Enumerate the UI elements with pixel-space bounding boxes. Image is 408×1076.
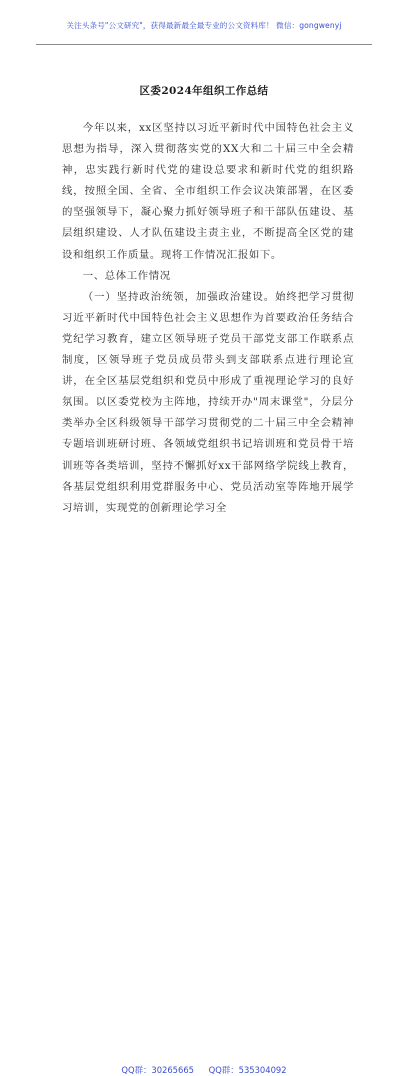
document-body xyxy=(62,118,354,519)
qq-number-1: 30265665 xyxy=(151,1065,194,1075)
intro-paragraph: 今年以来，xx区坚持以习近平新时代中国特色社会主义思想为指导，深入贯彻落实党的XX大和二十届三中全会精神，忠实践行新时代党的建设总要求和新时代党的组织路线，按照全国、全省、全市组织工作会议决策部署，在区委的坚强领导下，凝心聚力抓好领导班子和干部队伍建设、基层组织建设、人才队伍建设主责主业，不断提高全区党的建设和组织工作质量。现将工作情况汇报如下。 xyxy=(62,122,354,261)
subsection-paragraph: （一）坚持政治统领，加强政治建设。始终把学习贯彻习近平新时代中国特色社会主义思想作为首要政治任务结合党纪学习教育，建立区领导班子党员干部党支部工作联系点制度，区领导班子党员成员带头到支部联系点进行理论宣讲，在全区基层党组织和党员中形成了重视理论学习的良好氛围。以区委党校为主阵地，持续开办"周末课堂"，分层分类举办全区科级领导干部学习贯彻党的二十届三中全会精神专题培训班研讨班、各领域党组织书记培训班和党员骨干培训班等各类培训，坚持不懈抓好xx干部网络学院线上教育，各基层党组织利用党群服务中心、党员活动室等阵地开展学习培训，实现党的创新理论学习全 xyxy=(62,290,354,514)
page-footer xyxy=(0,530,408,1075)
header-notice: 关注头条号"公文研究"，获得最新最全最专业的公文资料库！ 微信：gongwenyj xyxy=(66,21,342,30)
document-title: 区委2024年组织工作总结 xyxy=(139,85,269,97)
qq-group-2 xyxy=(209,1065,287,1075)
section-heading: 一、总体工作情况 xyxy=(82,269,171,282)
qq-group-1 xyxy=(121,1065,194,1075)
footer-contact xyxy=(0,1064,408,1076)
header-divider xyxy=(36,44,372,45)
page-header xyxy=(0,0,408,58)
qq-number-2: 535304092 xyxy=(238,1065,287,1075)
qq-label-1: QQ群： xyxy=(121,1065,152,1075)
qq-label-2: QQ群： xyxy=(208,1065,239,1075)
